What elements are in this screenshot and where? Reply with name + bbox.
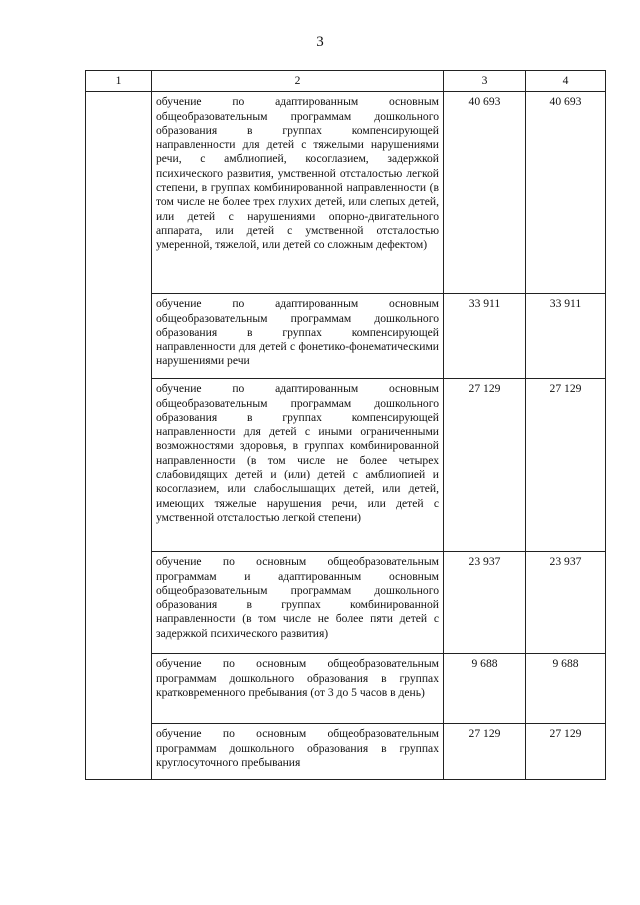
row-value-col3: 27 129 [444, 724, 526, 780]
table-header-row [86, 71, 606, 92]
row-description: обучение по адаптированным основным общеобразовательным программам дошкольного образования в группах компенсирующей направленности для детей с фонетико-фонематическими нарушениями речи [152, 294, 444, 379]
row-description: обучение по основным общеобразовательным программам дошкольного образования в группах кратковременного пребывания (от 3 до 5 часов в день) [152, 654, 444, 724]
column-header-2: 2 [152, 71, 444, 92]
tariff-table [85, 70, 606, 780]
table-row [86, 724, 606, 780]
row-value-col4: 33 911 [526, 294, 606, 379]
table-row [86, 92, 606, 294]
row-value-col3: 23 937 [444, 552, 526, 654]
table-row [86, 379, 606, 552]
row-value-col4: 9 688 [526, 654, 606, 724]
row-value-col3: 9 688 [444, 654, 526, 724]
row-description: обучение по основным общеобразовательным программам дошкольного образования в группах круглосуточного пребывания [152, 724, 444, 780]
row-value-col3: 27 129 [444, 379, 526, 552]
row-value-col3: 33 911 [444, 294, 526, 379]
table-row [86, 294, 606, 379]
column-header-1: 1 [86, 71, 152, 92]
row-value-col3: 40 693 [444, 92, 526, 294]
merged-first-column-cell [86, 92, 152, 780]
row-value-col4: 27 129 [526, 379, 606, 552]
column-header-3: 3 [444, 71, 526, 92]
page-number: 3 [316, 34, 324, 50]
row-description: обучение по адаптированным основным общеобразовательным программам дошкольного образования в группах компенсирующей направленности для детей с тяжелыми нарушениями речи, с амблиопией, косоглазием, задержкой психического развития, умственной отсталостью легкой степени, в группах комбинированной направленности (в том числе не более трех глухих детей, или слепых детей, или детей с нарушениями опорно-двигательного аппарата, или детей с умственной отсталостью умеренной, тяжелой, или детей со сложным дефектом) [152, 92, 444, 294]
table-row [86, 654, 606, 724]
table-row [86, 552, 606, 654]
column-header-4: 4 [526, 71, 606, 92]
row-description: обучение по адаптированным основным общеобразовательным программам дошкольного образования в группах компенсирующей направленности для детей с иными ограниченными возможностями здоровья, в группах комбинированной направленности (в том числе не более четырех слабовидящих детей и (или) детей с амблиопией и косоглазием, или слабослышащих детей, или детей, имеющих тяжелые нарушения речи, или детей с умственной отсталостью легкой степени) [152, 379, 444, 552]
row-value-col4: 27 129 [526, 724, 606, 780]
row-description: обучение по основным общеобразовательным программам и адаптированным основным общеобразовательным программам дошкольного образования в группах комбинированной направленности (в том числе не более пяти детей с задержкой психического развития) [152, 552, 444, 654]
row-value-col4: 23 937 [526, 552, 606, 654]
row-value-col4: 40 693 [526, 92, 606, 294]
